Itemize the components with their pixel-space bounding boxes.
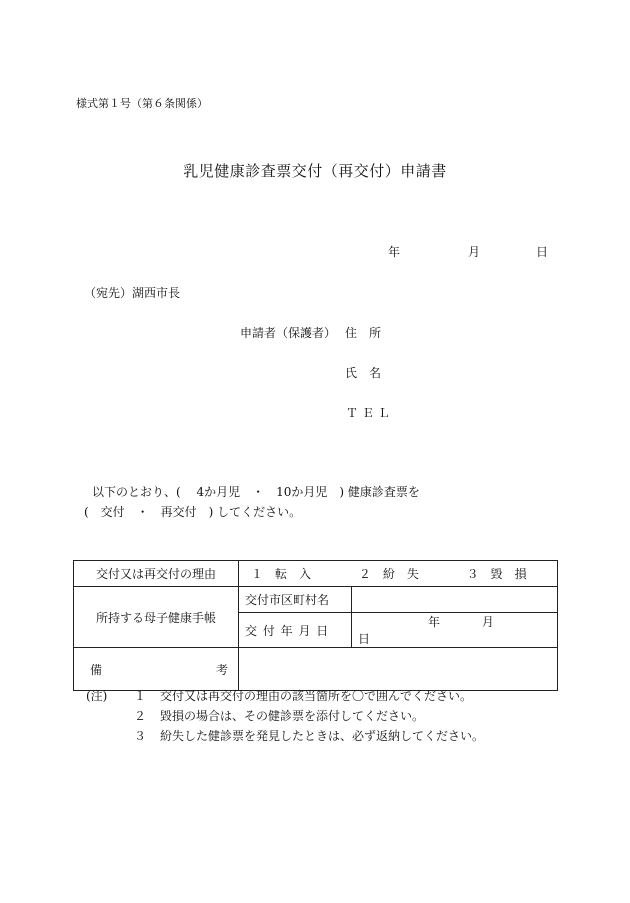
addressee: （宛先）湖西市長 <box>84 286 181 300</box>
note-number: １ <box>134 689 147 703</box>
date-year-label: 年 <box>388 245 401 259</box>
remarks-label-right: 考 <box>215 662 228 677</box>
remarks-label-left: 備 <box>90 662 103 677</box>
remarks-row <box>74 648 558 691</box>
note-text: 紛失した健診票を発見したときは、必ず返納してください。 <box>160 729 485 743</box>
page-title: 乳児健康診査票交付（再交付）申請書 <box>183 162 447 180</box>
note-number: ３ <box>134 729 147 743</box>
note-item <box>86 706 484 726</box>
reason-option-transfer: １ 転 入 <box>251 567 312 581</box>
reason-option-damaged: ３ 毀 損 <box>466 567 527 581</box>
municipality-label: 交付市区町村名 <box>239 587 352 613</box>
note-text: 毀損の場合は、その健診票を添付してください。 <box>160 709 425 723</box>
remarks-value[interactable] <box>239 648 558 691</box>
issue-date-year: 年 <box>428 615 441 629</box>
note-item <box>86 686 484 706</box>
applicant-address-label: 住 所 <box>345 326 382 340</box>
issue-date-month: 月 <box>481 615 494 629</box>
note-item <box>86 726 484 746</box>
notes-marker: (注) <box>86 689 108 703</box>
date-month-label: 月 <box>468 245 481 259</box>
municipality-value[interactable] <box>352 587 558 613</box>
statement-line-2: ( 交付 ・ 再交付 ) してください。 <box>84 505 302 519</box>
reason-label: 交付又は再交付の理由 <box>74 561 239 587</box>
note-text: 交付又は再交付の理由の該当箇所を〇で囲んでください。 <box>160 689 473 703</box>
issue-date-day: 日 <box>358 632 371 646</box>
reason-row <box>74 561 558 587</box>
handbook-row-1 <box>74 587 558 613</box>
remarks-label <box>74 648 239 691</box>
reason-option-lost: ２ 紛 失 <box>358 567 419 581</box>
applicant-prefix: 申請者（保護者） <box>240 326 337 340</box>
note-number: ２ <box>134 709 147 723</box>
applicant-tel-label: ＴＥＬ <box>346 406 395 420</box>
applicant-name-label: 氏 名 <box>345 366 382 380</box>
reason-options <box>239 561 558 587</box>
form-number: 様式第１号（第６条関係） <box>76 97 208 110</box>
date-day-label: 日 <box>536 245 549 259</box>
issue-date-label: 交 付 年 月 日 <box>239 613 352 648</box>
notes <box>86 686 484 746</box>
issue-date-value[interactable] <box>352 613 558 648</box>
handbook-label: 所持する母子健康手帳 <box>74 587 239 648</box>
application-table <box>73 560 558 691</box>
statement-line-1: 以下のとおり、( 4か月児 ・ 10か月児 ) 健康診査票を <box>92 485 420 499</box>
